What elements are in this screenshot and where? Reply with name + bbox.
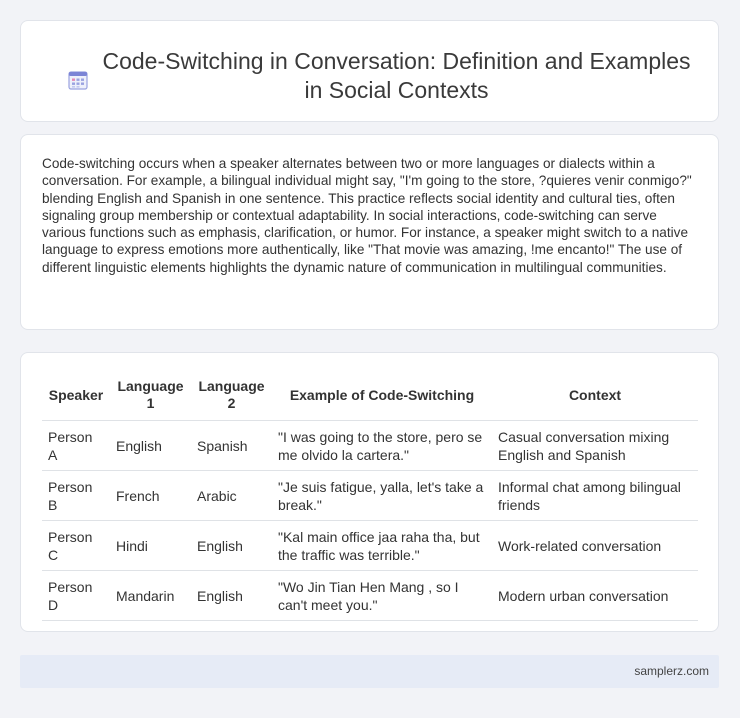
table-row (42, 421, 698, 471)
header-language-2: Language 2 (191, 373, 272, 421)
table-row (42, 521, 698, 571)
cell-language-1: Hindi (110, 521, 191, 571)
page-title: Code-Switching in Conversation: Definition and Examples in Social Contexts (102, 48, 691, 103)
header-speaker: Speaker (42, 373, 110, 421)
cell-context: Work-related conversation (492, 521, 698, 571)
description-text: Code-switching occurs when a speaker alternates between two or more languages or dialects within a conversation. For example, a bilingual individual might say, "I'm going to the store, ?quieres venir conmigo?" blending English and Spanish in one sentence. This practice reflects social identity and cultural ties, often signaling group membership or contextual adaptability. In social interactions, code-switching can serve various functions such as emphasis, clarification, or humor. For instance, a speaker might switch to a native language to express emotions more authentically, like "That movie was amazing, !me encanto!" The use of different linguistic elements highlights the dynamic nature of communication in multilingual communities. (42, 156, 692, 275)
cell-example: "Wo Jin Tian Hen Mang , so I can't meet you." (272, 571, 492, 621)
table-row (42, 471, 698, 521)
cell-context: Casual conversation mixing English and Spanish (492, 421, 698, 471)
cell-context: Informal chat among bilingual friends (492, 471, 698, 521)
header-language-1: Language 1 (110, 373, 191, 421)
footer-source-link[interactable]: samplerz.com (634, 664, 709, 678)
cell-example: "Kal main office jaa raha tha, but the traffic was terrible." (272, 521, 492, 571)
cell-context: Modern urban conversation (492, 571, 698, 621)
cell-language-2: English (191, 521, 272, 571)
cell-language-2: Spanish (191, 421, 272, 471)
cell-speaker: Person A (42, 421, 110, 471)
description-card (20, 134, 719, 330)
cell-language-1: English (110, 421, 191, 471)
cell-language-2: Arabic (191, 471, 272, 521)
calendar-grid-icon (67, 69, 89, 91)
cell-language-2: English (191, 571, 272, 621)
table-header-row (42, 373, 698, 421)
cell-speaker: Person B (42, 471, 110, 521)
cell-speaker: Person C (42, 521, 110, 571)
code-switching-table (42, 373, 698, 621)
header-example: Example of Code-Switching (272, 373, 492, 421)
cell-example: "Je suis fatigue, yalla, let's take a break." (272, 471, 492, 521)
footer (20, 655, 719, 688)
table-row (42, 571, 698, 621)
header-context: Context (492, 373, 698, 421)
title-card (20, 20, 719, 122)
table-card (20, 352, 719, 632)
cell-language-1: Mandarin (110, 571, 191, 621)
cell-speaker: Person D (42, 571, 110, 621)
cell-language-1: French (110, 471, 191, 521)
cell-example: "I was going to the store, pero se me olvido la cartera." (272, 421, 492, 471)
